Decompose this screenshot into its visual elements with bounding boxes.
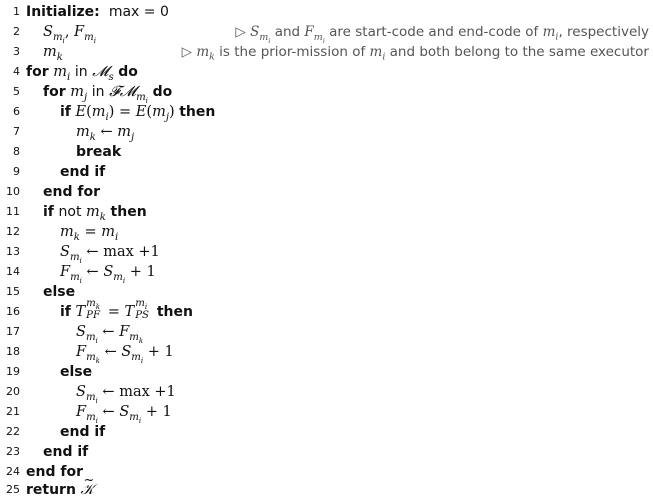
line-number: 18 bbox=[6, 345, 20, 358]
line-number: 2 bbox=[13, 25, 20, 38]
keyword: else bbox=[43, 284, 76, 300]
keyword: end for bbox=[43, 184, 100, 200]
algorithm-line bbox=[0, 362, 653, 382]
algorithm-line bbox=[0, 2, 653, 22]
keyword: else bbox=[60, 364, 93, 380]
algorithm-line bbox=[0, 122, 653, 142]
line-code: for $m_j$ in 𝓕𝓜$_{m_i}$ do bbox=[43, 84, 173, 105]
algorithm-line bbox=[0, 242, 653, 265]
algorithm-line bbox=[0, 62, 653, 82]
algorithm-line bbox=[0, 422, 653, 442]
algorithm-line bbox=[0, 402, 653, 425]
line-code: if $E(m_i) = E(m_j)$ then bbox=[60, 104, 216, 123]
algorithm-line bbox=[0, 322, 653, 345]
line-number: 10 bbox=[6, 185, 20, 198]
keyword: Initialize: bbox=[26, 4, 100, 20]
algorithm-line bbox=[0, 282, 653, 302]
line-code: if T $m_k$ PF = T $m_i$ PS then bbox=[60, 298, 193, 321]
statement: $F_{m_i}$ ← $S_{m_i} + 1$ bbox=[60, 264, 156, 285]
line-number: 21 bbox=[6, 405, 20, 418]
line-number: 11 bbox=[6, 205, 20, 218]
line-number: 19 bbox=[6, 365, 20, 378]
line-number: 25 bbox=[6, 483, 20, 496]
line-number: 15 bbox=[6, 285, 20, 298]
algorithm-line bbox=[0, 42, 653, 62]
algorithm-line bbox=[0, 182, 653, 202]
statement: $m_k$ bbox=[43, 44, 63, 63]
algorithm-line bbox=[0, 162, 653, 182]
line-number: 7 bbox=[13, 125, 20, 138]
statement: max = 0 bbox=[104, 4, 169, 20]
line-code bbox=[26, 2, 169, 22]
line-number: 24 bbox=[6, 465, 20, 478]
statement: $S_{m_i}$ ← max +1 bbox=[76, 384, 176, 405]
comment: ▷ $S_{m_i}$ and $F_{m_i}$ are start-code and end-code of $m_i$, respectively bbox=[235, 24, 649, 45]
comment: ▷ $m_k$ is the prior-mission of $m_i$ and both belong to the same executor bbox=[181, 44, 649, 63]
algorithm-line bbox=[0, 102, 653, 122]
line-number: 4 bbox=[13, 65, 20, 78]
line-number: 16 bbox=[6, 305, 20, 318]
line-number: 23 bbox=[6, 445, 20, 458]
algorithm-line bbox=[0, 480, 653, 500]
line-number: 14 bbox=[6, 265, 20, 278]
line-number: 6 bbox=[13, 105, 20, 118]
line-code: return ~ 𝒦 bbox=[26, 480, 94, 500]
keyword: end for bbox=[26, 464, 83, 480]
line-number: 12 bbox=[6, 225, 20, 238]
algorithm-line bbox=[0, 382, 653, 405]
algorithm-line bbox=[0, 222, 653, 242]
line-number: 13 bbox=[6, 245, 20, 258]
statement: $S_{m_i}$ ← $F_{m_k}$ bbox=[76, 324, 144, 345]
line-number: 8 bbox=[13, 145, 20, 158]
keyword: end if bbox=[60, 164, 106, 180]
statement: $S_{m_i}$, $F_{m_i}$ bbox=[43, 24, 96, 45]
keyword: end if bbox=[60, 424, 106, 440]
algorithm-line bbox=[0, 82, 653, 105]
algorithm-line bbox=[0, 462, 653, 482]
algorithm-line bbox=[0, 442, 653, 462]
statement: $m_k = m_i$ bbox=[60, 224, 119, 243]
algorithm-line bbox=[0, 142, 653, 162]
algorithm-line bbox=[0, 22, 653, 45]
statement: $F_{m_k}$ ← $S_{m_i} + 1$ bbox=[76, 344, 174, 365]
keyword: break bbox=[76, 144, 122, 160]
statement: $m_k$ ← $m_j$ bbox=[76, 124, 135, 143]
algorithm-line bbox=[0, 342, 653, 365]
statement: $S_{m_i}$ ← max +1 bbox=[60, 244, 160, 265]
keyword: end if bbox=[43, 444, 89, 460]
algorithm-line bbox=[0, 298, 653, 322]
line-code: if not $m_k$ then bbox=[43, 204, 147, 223]
line-number: 5 bbox=[13, 85, 20, 98]
line-code: for $m_i$ in 𝓜$_s$ do bbox=[26, 64, 138, 83]
line-number: 17 bbox=[6, 325, 20, 338]
line-number: 9 bbox=[13, 165, 20, 178]
algorithm-line bbox=[0, 202, 653, 222]
algorithm-line bbox=[0, 262, 653, 285]
line-number: 20 bbox=[6, 385, 20, 398]
statement: $F_{m_i}$ ← $S_{m_i} + 1$ bbox=[76, 404, 172, 425]
line-number: 22 bbox=[6, 425, 20, 438]
line-number: 1 bbox=[13, 5, 20, 18]
line-number: 3 bbox=[13, 45, 20, 58]
